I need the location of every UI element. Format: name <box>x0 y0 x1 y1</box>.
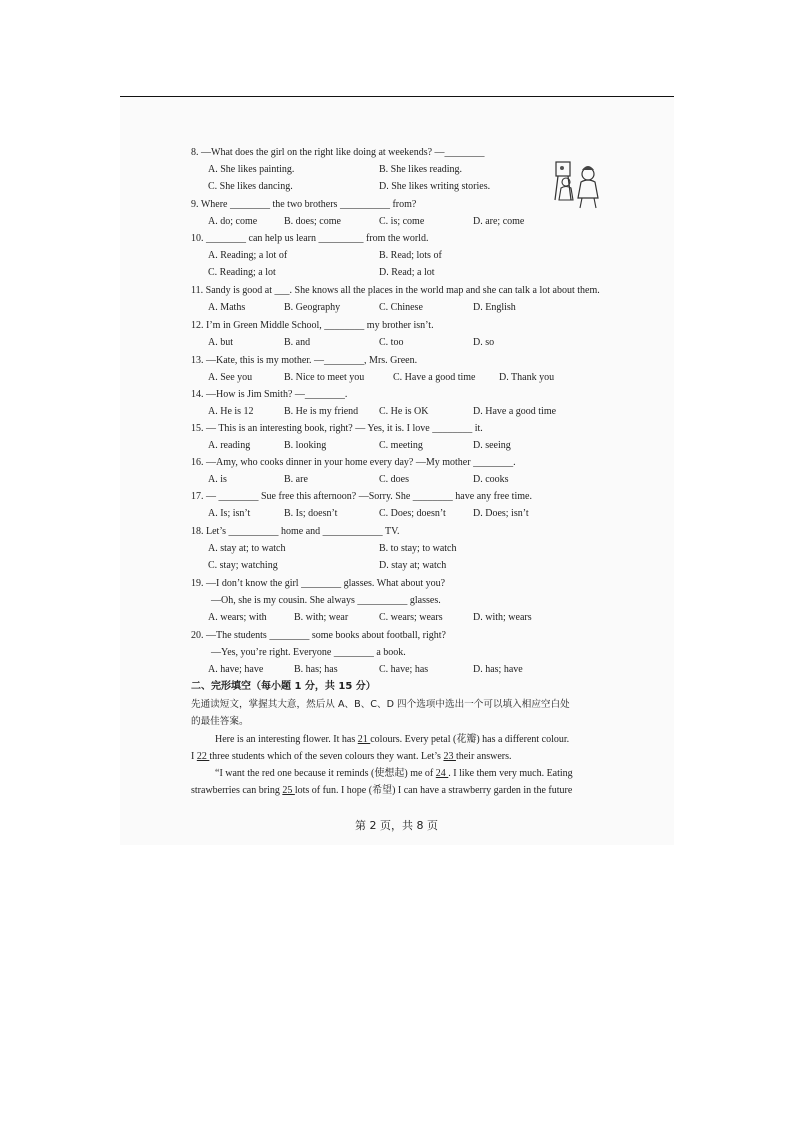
option-20a: A. have; have <box>208 664 264 675</box>
option-12c: C. too <box>379 337 404 348</box>
girls-painting-illustration <box>552 156 604 212</box>
option-20d: D. has; have <box>473 664 523 675</box>
option-9a: A. do; come <box>208 216 258 227</box>
section-instruction-line1: 先通读短文，掌握其大意，然后从 A、B、C、D 四个选项中选出一个可以填入相应空白处 <box>191 699 570 710</box>
passage-line-1: Here is an interesting flower. It has 21 colours. Every petal (花瓣) has a different colour. <box>215 734 570 745</box>
question-19: 19. —I don’t know the girl ________ glasses. What about you? <box>191 578 446 589</box>
option-14c: C. He is OK <box>379 406 429 417</box>
option-19d: D. with; wears <box>473 612 532 623</box>
option-19c: C. wears; wears <box>379 612 443 623</box>
blank-25: 25 <box>282 785 295 796</box>
option-15d: D. seeing <box>473 440 511 451</box>
option-11b: B. Geography <box>284 302 341 313</box>
option-13c: C. Have a good time <box>393 372 476 383</box>
section-heading: 二、完形填空（每小题 1 分，共 15 分） <box>191 681 376 692</box>
question-9: 9. Where ________ the two brothers __________ from? <box>191 199 417 210</box>
option-18c: C. stay; watching <box>208 560 278 571</box>
blank-24: 24 <box>435 768 449 779</box>
option-8d: D. She likes writing stories. <box>379 181 491 192</box>
option-11c: C. Chinese <box>379 302 423 313</box>
option-17a: A. Is; isn’t <box>208 508 251 519</box>
option-10b: B. Read; lots of <box>379 250 442 261</box>
option-20c: C. have; has <box>379 664 429 675</box>
question-19-reply: —Oh, she is my cousin. She always __________ glasses. <box>211 595 441 606</box>
option-12a: A. but <box>208 337 233 348</box>
option-10a: A. Reading; a lot of <box>208 250 288 261</box>
question-16: 16. —Amy, who cooks dinner in your home every day? —My mother ________. <box>191 457 516 468</box>
passage-line-3: “I want the red one because it reminds (使想起) me of 24 . I like them very much. Eating <box>215 768 573 779</box>
option-11d: D. English <box>473 302 516 313</box>
passage-line-2: I 22 three students which of the seven colours they want. Let’s 23 their answers. <box>191 751 512 762</box>
option-13d: D. Thank you <box>499 372 555 383</box>
option-13a: A. See you <box>208 372 253 383</box>
option-15c: C. meeting <box>379 440 423 451</box>
option-8a: A. She likes painting. <box>208 164 295 175</box>
option-19a: A. wears; with <box>208 612 267 623</box>
option-17c: C. Does; doesn’t <box>379 508 446 519</box>
option-12d: D. so <box>473 337 495 348</box>
blank-22: 22 <box>196 751 210 762</box>
question-14: 14. —How is Jim Smith? —________. <box>191 389 348 400</box>
question-12: 12. I’m in Green Middle School, ________ my brother isn’t. <box>191 320 434 331</box>
option-18d: D. stay at; watch <box>379 560 447 571</box>
option-8c: C. She likes dancing. <box>208 181 293 192</box>
option-18b: B. to stay; to watch <box>379 543 457 554</box>
blank-21: 21 <box>357 734 371 745</box>
option-10c: C. Reading; a lot <box>208 267 276 278</box>
page-footer: 第 2 页，共 8 页 <box>355 819 438 832</box>
option-16a: A. is <box>208 474 227 485</box>
option-10d: D. Read; a lot <box>379 267 435 278</box>
question-20-reply: —Yes, you’re right. Everyone ________ a book. <box>211 647 406 658</box>
option-16c: C. does <box>379 474 409 485</box>
option-16d: D. cooks <box>473 474 509 485</box>
option-19b: B. with; wear <box>294 612 349 623</box>
option-15a: A. reading <box>208 440 251 451</box>
option-9c: C. is; come <box>379 216 425 227</box>
option-14d: D. Have a good time <box>473 406 557 417</box>
question-15: 15. — This is an interesting book, right? — Yes, it is. I love ________ it. <box>191 423 483 434</box>
question-11: 11. Sandy is good at ___. She knows all the places in the world map and she can talk a lot about them. <box>191 285 600 296</box>
option-20b: B. has; has <box>294 664 338 675</box>
option-11a: A. Maths <box>208 302 246 313</box>
option-8b: B. She likes reading. <box>379 164 463 175</box>
blank-23: 23 <box>443 751 456 762</box>
question-20: 20. —The students ________ some books about football, right? <box>191 630 446 641</box>
option-14b: B. He is my friend <box>284 406 359 417</box>
question-10: 10. ________ can help us learn _________ from the world. <box>191 233 429 244</box>
option-15b: B. looking <box>284 440 327 451</box>
option-17b: B. Is; doesn’t <box>284 508 338 519</box>
option-13b: B. Nice to meet you <box>284 372 365 383</box>
question-8: 8. —What does the girl on the right like doing at weekends? —________ <box>191 147 485 158</box>
option-16b: B. are <box>284 474 308 485</box>
option-14a: A. He is 12 <box>208 406 254 417</box>
option-18a: A. stay at; to watch <box>208 543 286 554</box>
section-instruction-line2: 的最佳答案。 <box>191 716 249 727</box>
question-13: 13. —Kate, this is my mother. —________, Mrs. Green. <box>191 355 418 366</box>
question-17: 17. — ________ Sue free this afternoon? —Sorry. She ________ have any free time. <box>191 491 532 502</box>
question-18: 18. Let’s __________ home and ____________ TV. <box>191 526 400 537</box>
option-9d: D. are; come <box>473 216 525 227</box>
option-12b: B. and <box>284 337 311 348</box>
passage-line-4: strawberries can bring 25 lots of fun. I hope (希望) I can have a strawberry garden in the future <box>191 785 573 796</box>
option-17d: D. Does; isn’t <box>473 508 529 519</box>
option-9b: B. does; come <box>284 216 341 227</box>
